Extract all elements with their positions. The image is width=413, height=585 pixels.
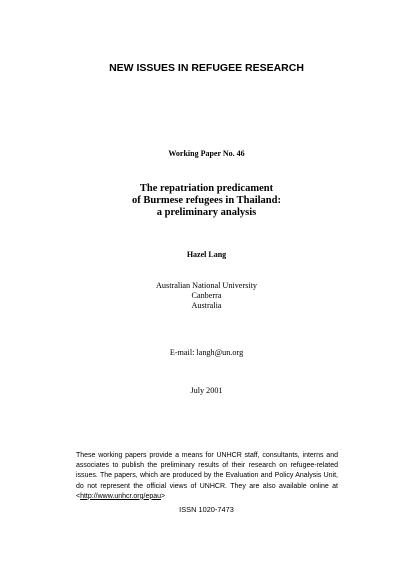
title-line: a preliminary analysis [156,207,257,218]
affiliation-line: Australia [191,301,222,310]
title-line: The repatriation predicament [139,183,274,194]
affiliation-line: Canberra [191,291,222,300]
author-name: Hazel Lang [186,250,227,259]
series-title: NEW ISSUES IN REFUGEE RESEARCH [109,62,304,74]
working-paper-number: Working Paper No. 46 [168,149,245,158]
description-suffix: > [161,492,166,500]
issn-number: ISSN 1020-7473 [179,505,234,514]
description-text: These working papers provide a means for UNHCR staff, consultants, interns and associates to publish the preliminary results of their research on refugee-related issues. The papers, which are produced by the Evaluation and Policy Analysis Unit, do not represent the official views of UNHCR. They are also available online at < [76,452,338,500]
author-email: E-mail: langh@un.org [169,348,244,357]
paper-title [0,183,413,219]
website-link[interactable]: http://www.unhcr.org/epau [80,492,162,500]
affiliation-line: Australian National University [156,281,257,290]
title-line: of Burmese refugees in Thailand: [132,195,281,206]
author-affiliation [0,281,413,311]
publication-date: July 2001 [190,386,223,395]
series-description [76,451,338,502]
